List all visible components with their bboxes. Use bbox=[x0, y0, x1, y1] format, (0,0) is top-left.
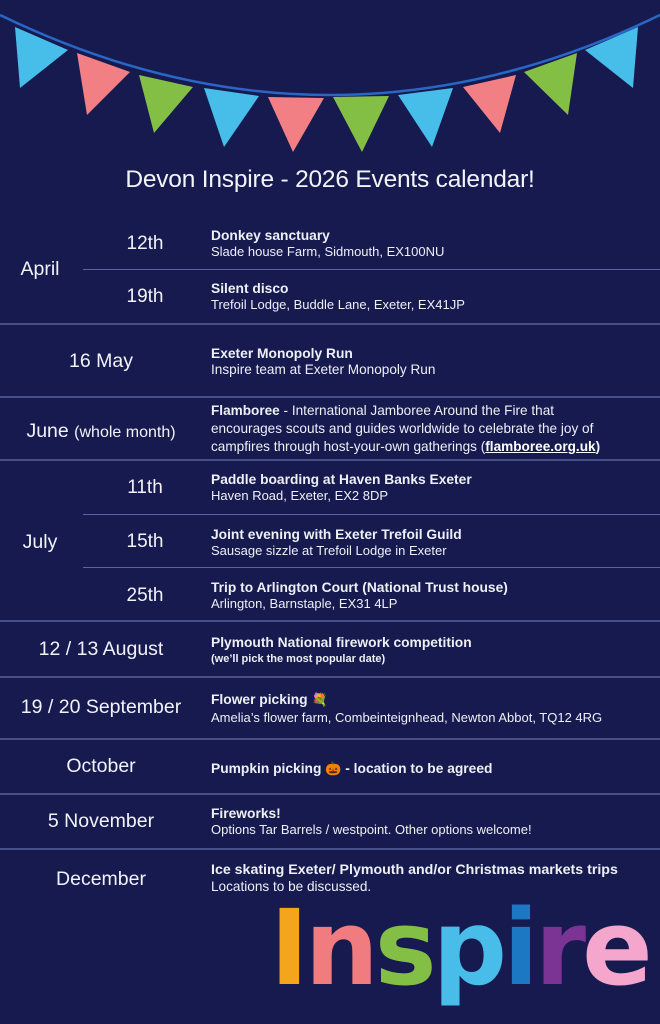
bunting-flag-green bbox=[524, 53, 577, 115]
event-title: Joint evening with Exeter Trefoil Guild bbox=[211, 527, 462, 542]
bunting-flag-pink bbox=[463, 75, 516, 133]
logo-letter: I bbox=[270, 887, 305, 1009]
month-november: 5 November bbox=[47, 810, 155, 832]
divider bbox=[0, 396, 660, 398]
event-title bbox=[211, 760, 654, 777]
month-december: December bbox=[56, 868, 146, 890]
divider bbox=[83, 269, 660, 270]
month-note: (whole month) bbox=[74, 424, 176, 441]
event-title: Plymouth National firework competition bbox=[211, 635, 472, 650]
event-title-text: Flower picking bbox=[211, 692, 308, 707]
bunting-decoration bbox=[0, 0, 660, 160]
event-detail: Haven Road, Exeter, EX2 8DP bbox=[211, 488, 389, 503]
divider bbox=[0, 738, 660, 740]
bouquet-icon: 💐 bbox=[311, 692, 328, 707]
month-july: July bbox=[22, 531, 58, 553]
divider bbox=[83, 514, 660, 515]
event-detail: Trefoil Lodge, Buddle Lane, Exeter, EX41JP bbox=[211, 297, 465, 312]
event-fireworks bbox=[211, 805, 654, 838]
bunting-flag-blue bbox=[204, 88, 259, 147]
event-flower-picking bbox=[211, 691, 654, 726]
event-detail: encourages scouts and guides worldwide to celebrate the joy of bbox=[211, 421, 594, 436]
page-title: Devon Inspire - 2026 Events calendar! bbox=[125, 166, 535, 193]
event-note: (we’ll pick the most popular date) bbox=[211, 653, 386, 665]
event-detail: campfires through host-your-own gatherings ( bbox=[211, 439, 486, 454]
event-detail: - International Jamboree Around the Fire that bbox=[279, 403, 555, 418]
divider bbox=[0, 793, 660, 795]
month-october: October bbox=[66, 755, 136, 777]
event-description bbox=[211, 402, 654, 456]
bunting-flag-pink bbox=[268, 97, 324, 152]
bunting-flag-blue bbox=[398, 88, 453, 147]
pumpkin-icon: 🎃 bbox=[325, 761, 342, 776]
bunting-flag-green bbox=[333, 96, 389, 152]
divider bbox=[0, 848, 660, 850]
event-detail: Amelia’s flower farm, Combeinteignhead, Newton Abbot, TQ12 4RG bbox=[211, 710, 603, 725]
logo-letter: r bbox=[534, 887, 583, 1009]
event-paddle-boarding bbox=[211, 471, 654, 504]
logo-letter: i bbox=[503, 887, 535, 1009]
event-monopoly-run bbox=[211, 345, 654, 378]
event-detail: Slade house Farm, Sidmouth, EX100NU bbox=[211, 244, 445, 259]
event-title: Paddle boarding at Haven Banks Exeter bbox=[211, 472, 472, 487]
day-july-11: 11th bbox=[127, 477, 163, 498]
event-flamboree bbox=[211, 402, 654, 456]
event-title: Exeter Monopoly Run bbox=[211, 346, 353, 361]
month-june bbox=[0, 420, 202, 443]
month-september: 19 / 20 September bbox=[20, 696, 182, 718]
divider bbox=[0, 676, 660, 678]
day-april-12: 12th bbox=[126, 233, 164, 254]
event-detail: Sausage sizzle at Trefoil Lodge in Exeter bbox=[211, 543, 447, 558]
event-trefoil-guild bbox=[211, 526, 654, 559]
event-title: Trip to Arlington Court (National Trust house) bbox=[211, 580, 508, 595]
month-label: June bbox=[26, 420, 69, 442]
logo-letter: s bbox=[374, 887, 433, 1009]
month-may: 16 May bbox=[69, 350, 133, 372]
divider bbox=[83, 567, 660, 568]
divider bbox=[0, 620, 660, 622]
month-april: April bbox=[20, 258, 60, 280]
divider bbox=[0, 323, 660, 325]
event-title: Silent disco bbox=[211, 281, 289, 296]
month-august: 12 / 13 August bbox=[38, 638, 164, 660]
logo-letter: e bbox=[582, 887, 649, 1009]
event-arlington-court bbox=[211, 579, 654, 612]
bunting-flag-green bbox=[139, 75, 193, 133]
event-title: Fireworks! bbox=[211, 806, 281, 821]
event-detail: Options Tar Barrels / westpoint. Other options welcome! bbox=[211, 822, 532, 837]
flamboree-link[interactable]: flamboree.org.uk bbox=[485, 439, 596, 454]
event-detail: Inspire team at Exeter Monopoly Run bbox=[211, 362, 436, 377]
event-silent-disco bbox=[211, 280, 654, 313]
event-title-text: Pumpkin picking bbox=[211, 761, 322, 776]
divider bbox=[0, 459, 660, 461]
day-april-19: 19th bbox=[126, 286, 164, 307]
event-title: Donkey sanctuary bbox=[211, 228, 330, 243]
event-title: Ice skating Exeter/ Plymouth and/or Christmas markets trips bbox=[211, 862, 618, 878]
event-detail: Arlington, Barnstaple, EX31 4LP bbox=[211, 596, 398, 611]
event-title-text: - location to be agreed bbox=[341, 761, 493, 776]
day-july-25: 25th bbox=[126, 585, 164, 606]
day-july-15: 15th bbox=[126, 531, 164, 552]
logo-letter: p bbox=[432, 887, 504, 1009]
inspire-logo bbox=[270, 887, 649, 1009]
event-firework-competition bbox=[211, 634, 654, 667]
event-detail: ) bbox=[595, 439, 601, 454]
event-donkey-sanctuary bbox=[211, 227, 654, 260]
logo-letter: n bbox=[304, 887, 375, 1009]
event-pumpkin-picking bbox=[211, 760, 654, 777]
bunting-flag-blue bbox=[15, 27, 68, 88]
event-title bbox=[211, 691, 654, 708]
event-title: Flamboree bbox=[211, 403, 280, 418]
event-detail: Locations to be discussed. bbox=[211, 879, 372, 894]
